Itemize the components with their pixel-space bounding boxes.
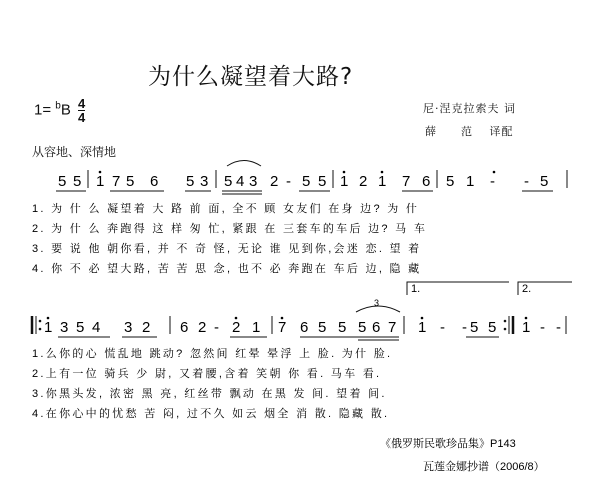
jianpu-note: 1 [44,319,53,336]
volta-2-label: 2. [522,283,532,295]
jianpu-note: 5 [338,319,347,336]
volta-1-label: 1. [411,283,421,295]
jianpu-note: 5 [446,173,455,190]
jianpu-note: 5 [76,319,85,336]
octave-dot-high [493,171,496,174]
octave-dot-high [99,171,102,174]
lyricist-credit: 尼·涅克拉索夫 词 [423,102,516,115]
jianpu-note: 3 [200,173,209,190]
system2-lyrics [32,346,392,420]
lyric-line: 3. 要 说 他 朝你看, 并 不 奇 怪, 无论 谁 见到你,会迷 恋. 望 着 [32,243,422,255]
jianpu-note: 5 [488,319,497,336]
jianpu-note: 6 [180,319,189,336]
system2-notes [44,317,561,336]
dash-note: - [462,319,467,336]
system1-beams [56,191,553,194]
flat-sign: b [55,100,61,112]
dash-note: - [540,319,545,336]
jianpu-note: 7 [402,173,411,190]
time-unit: 4 [78,110,86,125]
octave-dot-high [281,317,284,320]
dash-note: - [214,319,219,336]
jianpu-note: 2 [270,173,279,190]
lyric-line: 2.上有一位 骑兵 少 尉, 又着腰,含着 笑朝 你 看. 马车 看. [32,368,382,380]
octave-dot-high [421,317,424,320]
translator-credit: 薛 范 译配 [425,125,514,138]
jianpu-note: 5 [318,319,327,336]
key-letter: B [60,101,71,119]
jianpu-note: 7 [112,173,121,190]
system1-notes [58,171,548,190]
slur [227,161,261,167]
repeat-end [504,316,513,334]
jianpu-note: 3 [60,319,69,336]
jianpu-note: 6 [300,319,309,336]
transcriber: 瓦莲金娜抄谱（2006/8） [423,461,545,473]
jianpu-note: 5 [540,173,549,190]
lyric-line: 4.在你心中的忧愁 苦 闷, 过不久 如云 烟全 消 散. 隐藏 散. [32,408,390,420]
jianpu-note: 5 [73,173,82,190]
jianpu-note: 5 [470,319,479,336]
volta-brackets [407,282,572,295]
time-beats: 4 [78,96,86,111]
jianpu-note: 5 [126,173,135,190]
jianpu-note: 1 [418,319,427,336]
octave-dot-high [235,317,238,320]
dash-note: - [524,173,529,190]
jianpu-note: 5 [224,173,233,190]
jianpu-note: 2 [142,319,151,336]
jianpu-note: 3 [124,319,133,336]
jianpu-note: 7 [278,319,287,336]
dash-note: - [440,319,445,336]
source-book: 《俄罗斯民歌珍品集》P143 [380,438,516,450]
jianpu-note: 4 [92,319,101,336]
song-title: 为什么凝望着大路? [148,64,354,90]
jianpu-note: 5 [58,173,67,190]
jianpu-note: 7 [388,319,397,336]
tempo-marking: 从容地、深情地 [32,145,117,159]
dash-note: - [556,319,561,336]
octave-dot-high [525,317,528,320]
jianpu-note: 1 [96,173,105,190]
jianpu-note: 1 [378,173,387,190]
dash-note: - [286,173,291,190]
jianpu-note: 5 [186,173,195,190]
jianpu-note: 5 [302,173,311,190]
jianpu-note: 2 [198,319,207,336]
jianpu-note: 6 [150,173,159,190]
jianpu-note: 1 [466,173,475,190]
system1-lyrics [32,201,427,275]
volta-1 [407,282,509,295]
repeat-start [32,316,41,334]
triplet-number: 3 [374,298,380,308]
jianpu-note: 1 [252,319,261,336]
system2-beams [58,337,499,340]
octave-dot-high [343,171,346,174]
lyric-line: 1.么你的心 慌乱地 跳动? 忽然间 红晕 晕浮 上 脸. 为什 脸. [32,348,393,360]
lyric-line: 2. 为 什 么 奔跑得 这 样 匆 忙, 紧跟 在 三套车的车后 边? 马 车 [32,223,428,235]
jianpu-note: 3 [249,173,258,190]
dash-note: - [490,173,495,190]
lyric-line: 1. 为 什 么 凝望着 大 路 前 面, 全不 顾 女友们 在身 边? 为 什 [32,203,420,215]
lyric-line: 4. 你 不 必 望大路, 苦 苦 思 念, 也不 必 奔跑在 车后 边, 隐 藏 [32,263,422,275]
jianpu-note: 1 [522,319,531,336]
octave-dot-high [47,317,50,320]
key-prefix: 1= [34,101,52,119]
octave-dot-high [381,171,384,174]
jianpu-note: 5 [358,319,367,336]
lyric-line: 3.你黑头发, 浓密 黑 亮, 红丝带 飘动 在黑 发 间. 望着 间. [32,388,387,400]
jianpu-note: 2 [359,173,368,190]
jianpu-note: 1 [340,173,349,190]
jianpu-note: 5 [318,173,327,190]
system1-barlines [88,170,567,188]
jianpu-note: 6 [422,173,431,190]
jianpu-note: 6 [372,319,381,336]
jianpu-note: 4 [236,173,245,190]
jianpu-note: 2 [232,319,241,336]
